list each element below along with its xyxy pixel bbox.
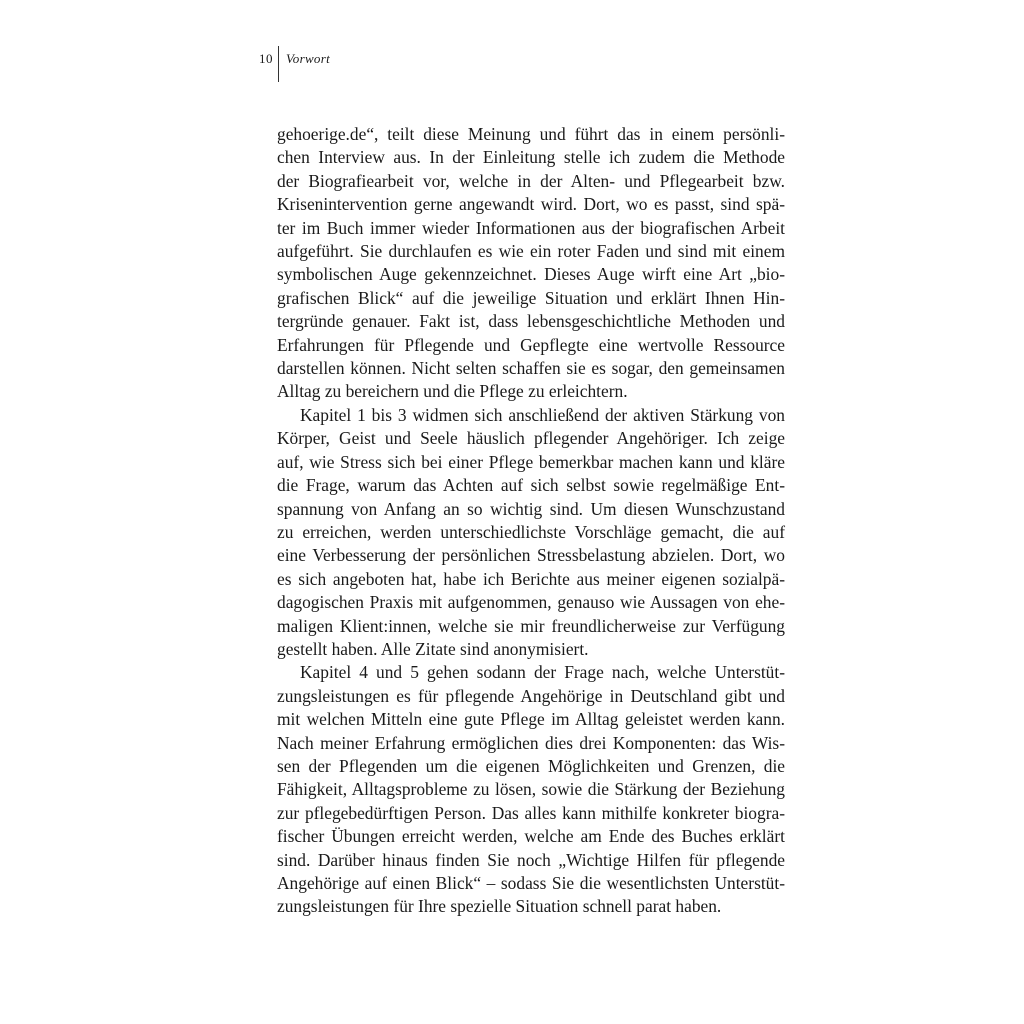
section-title: Vorwort <box>286 51 331 66</box>
text-line: chen Interview aus. In der Einleitung stelle ich zudem die Methode <box>277 147 785 168</box>
paragraph <box>277 123 785 404</box>
text-line: maligen Klient:innen, welche sie mir freundlicherweise zur Verfügung <box>277 615 785 636</box>
text-line: mit welchen Mitteln eine gute Pflege im Alltag geleistet werden kann. <box>277 709 785 730</box>
text-line: symbolischen Auge gekennzeichnet. Dieses Auge wirft eine Art „bio- <box>277 264 785 285</box>
text-line: gestellt haben. Alle Zitate sind anonymisiert. <box>277 638 589 659</box>
paragraph <box>277 661 785 918</box>
text-line: auf, wie Stress sich bei einer Pflege bemerkbar machen kann und kläre <box>277 451 785 472</box>
page-number: 10 <box>259 51 273 66</box>
text-line: Erfahrungen für Pflegende und Gepflegte eine wertvolle Ressource <box>277 334 785 355</box>
text-line: aufgeführt. Sie durchlaufen es wie ein roter Faden und sind mit einem <box>277 241 785 262</box>
text-line: Krisenintervention gerne angewandt wird. Dort, wo es passt, sind spä- <box>277 194 785 215</box>
text-line: die Frage, warum das Achten auf sich selbst sowie regelmäßige Ent- <box>277 475 785 496</box>
running-head <box>240 46 760 82</box>
text-line: sind. Darüber hinaus finden Sie noch „Wichtige Hilfen für pflegende <box>277 849 785 870</box>
text-line: zungsleistungen für Ihre spezielle Situation schnell parat haben. <box>277 896 722 917</box>
text-line: ter im Buch immer wieder Informationen aus der biografischen Arbeit <box>277 217 785 238</box>
text-line: Angehörige auf einen Blick“ – sodass Sie die wesentlichsten Unterstüt- <box>277 873 785 893</box>
text-line: fischer Übungen erreicht werden, welche am Ende des Buches erklärt <box>277 826 785 847</box>
text-line: Fähigkeit, Alltagsprobleme zu lösen, sowie die Stärkung der Beziehung <box>277 779 785 800</box>
text-line: dagogischen Praxis mit aufgenommen, genauso wie Aussagen von ehe- <box>277 592 785 613</box>
text-line: spannung von Anfang an so wichtig sind. Um diesen Wunschzustand <box>277 498 785 519</box>
text-line: eine Verbesserung der persönlichen Stressbelastung abzielen. Dort, wo <box>277 545 785 566</box>
paragraph <box>277 404 785 661</box>
text-line: Kapitel 4 und 5 gehen sodann der Frage nach, welche Unterstüt- <box>300 662 785 683</box>
text-line: zungsleistungen es für pflegende Angehörige in Deutschland gibt und <box>277 685 785 706</box>
text-line: Alltag zu bereichern und die Pflege zu erleichtern. <box>277 381 628 402</box>
text-line: zur pflegebedürftigen Person. Das alles kann mithilfe konkreter biogra- <box>277 802 785 823</box>
header-divider <box>278 46 279 82</box>
text-line: es sich angeboten hat, habe ich Berichte aus meiner eigenen sozialpä- <box>277 568 785 589</box>
text-line: der Biografiearbeit vor, welche in der Alten- und Pflegearbeit bzw. <box>277 170 785 191</box>
text-line: zu erreichen, werden unterschiedlichste Vorschläge gemacht, die auf <box>277 521 785 542</box>
text-line: Kapitel 1 bis 3 widmen sich anschließend der aktiven Stärkung von <box>300 404 785 425</box>
text-line: darstellen können. Nicht selten schaffen sie es sogar, den gemeinsamen <box>277 358 785 379</box>
text-line: Körper, Geist und Seele häuslich pflegender Angehöriger. Ich zeige <box>277 428 785 449</box>
text-line: gehoerige.de“, teilt diese Meinung und führt das in einem persönli- <box>277 124 785 144</box>
text-line: tergründe genauer. Fakt ist, dass lebensgeschichtliche Methoden und <box>277 311 785 332</box>
text-line: Nach meiner Erfahrung ermöglichen dies drei Komponenten: das Wis- <box>277 732 785 753</box>
text-line: sen der Pflegenden um die eigenen Möglichkeiten und Grenzen, die <box>277 755 785 776</box>
text-line: grafischen Blick“ auf die jeweilige Situation und erklärt Ihnen Hin- <box>277 287 785 308</box>
body-text <box>277 123 785 919</box>
